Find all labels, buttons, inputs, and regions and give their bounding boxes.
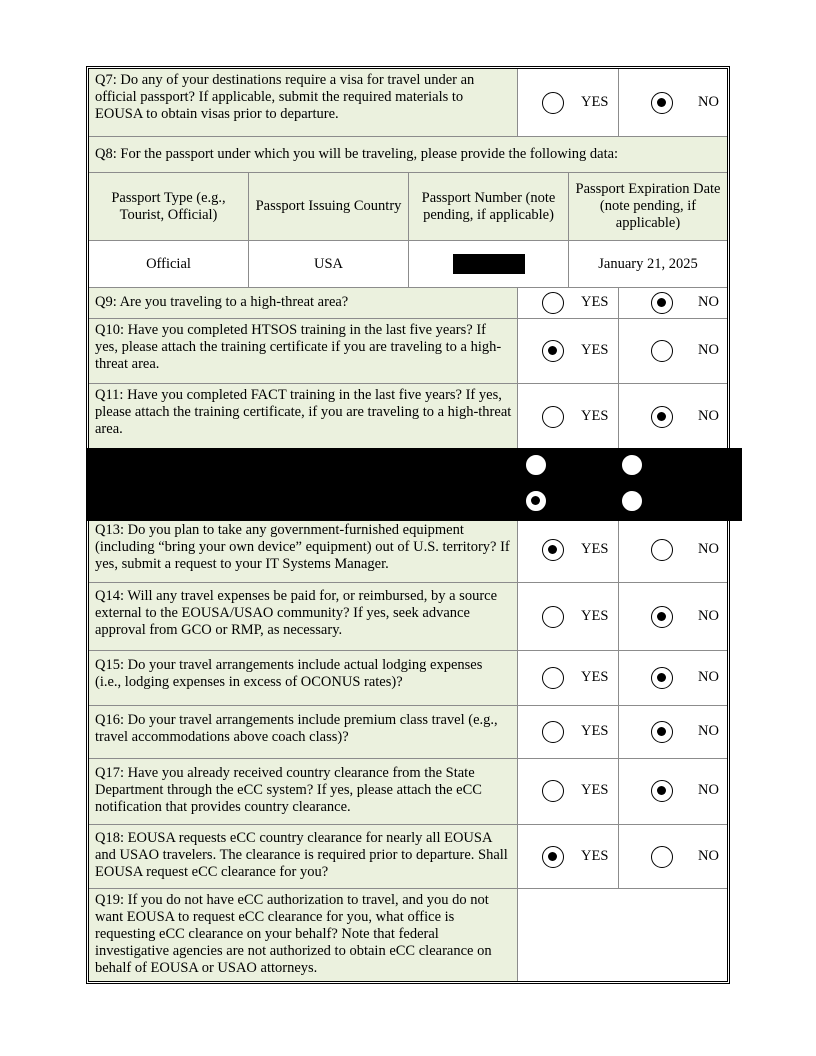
q9-no-option[interactable] (619, 288, 727, 319)
q18-no-label: NO (698, 848, 719, 864)
q17-no-option[interactable] (619, 759, 727, 825)
q9-question: Q9: Are you traveling to a high-threat area? (89, 288, 518, 319)
q7-yes-label: YES (581, 94, 609, 110)
q15-no-radio[interactable] (651, 667, 673, 689)
q11-no-radio[interactable] (651, 406, 673, 428)
q18-no-option[interactable] (619, 825, 727, 889)
q13-no-option[interactable] (619, 521, 727, 583)
q10-no-label: NO (698, 342, 719, 358)
q15-no-label: NO (698, 669, 719, 685)
q18-yes-radio[interactable] (542, 846, 564, 868)
q9-yes-radio[interactable] (542, 292, 564, 314)
q15-yes-radio[interactable] (542, 667, 564, 689)
q16-yes-radio[interactable] (542, 721, 564, 743)
q18-yes-option[interactable] (518, 825, 619, 889)
q13-no-radio[interactable] (651, 539, 673, 561)
q18-yes-label: YES (581, 848, 609, 864)
q10-no-radio[interactable] (651, 340, 673, 362)
q9-yes-option[interactable] (518, 288, 619, 319)
q16-no-option[interactable] (619, 706, 727, 759)
q17-yes-label: YES (581, 782, 609, 798)
q13-yes-label: YES (581, 541, 609, 557)
q8-passport-type-value: Official (89, 241, 249, 288)
q14-no-label: NO (698, 608, 719, 624)
q8-question: Q8: For the passport under which you will be traveling, please provide the following data: (89, 137, 727, 173)
q17-yes-option[interactable] (518, 759, 619, 825)
q12-sub-no-radio[interactable] (621, 490, 643, 512)
q8-header-issuing-country: Passport Issuing Country (249, 173, 409, 241)
q8-expiration-date-value: January 21, 2025 (569, 241, 727, 288)
q17-yes-radio[interactable] (542, 780, 564, 802)
q19-question: Q19: If you do not have eCC authorization to travel, and you do not want EOUSA to request eCC clearance for you, what office is requesting eCC clearance on your behalf? Note that federal investigative agencies are not authorized to obtain eCC clearance on behalf of EOUSA or USAO attorneys. (89, 889, 518, 981)
q19-answer-field[interactable] (518, 889, 727, 981)
q13-yes-option[interactable] (518, 521, 619, 583)
q13-question: Q13: Do you plan to take any government-furnished equipment (including “bring your own device” equipment) out of U.S. territory? If yes, submit a request to your IT Systems Manager. (89, 521, 518, 583)
q8-issuing-country-value: USA (249, 241, 409, 288)
q11-no-label: NO (698, 408, 719, 424)
q7-no-radio[interactable] (651, 92, 673, 114)
q14-no-radio[interactable] (651, 606, 673, 628)
q14-question: Q14: Will any travel expenses be paid for, or reimbursed, by a source external to the EOUSA/USAO community? If yes, seek advance approval from GCO or RMP, as necessary. (89, 583, 518, 651)
q17-no-label: NO (698, 782, 719, 798)
q18-question: Q18: EOUSA requests eCC country clearance for nearly all EOUSA and USAO travelers. The clearance is required prior to departure. Shall EOUSA request eCC clearance for you? (89, 825, 518, 889)
q16-question: Q16: Do your travel arrangements include premium class travel (e.g., travel accommodations above coach class)? (89, 706, 518, 759)
q15-no-option[interactable] (619, 651, 727, 706)
q15-yes-option[interactable] (518, 651, 619, 706)
q10-yes-option[interactable] (518, 319, 619, 384)
q12-yes-radio[interactable] (525, 454, 547, 476)
q16-no-radio[interactable] (651, 721, 673, 743)
q17-question: Q17: Have you already received country clearance from the State Department through the eCC system? If yes, please attach the eCC notification that provides country clearance. (89, 759, 518, 825)
q10-question: Q10: Have you completed HTSOS training in the last five years? If yes, please attach the training certificate if you are traveling to a high-threat area. (89, 319, 518, 384)
q14-yes-label: YES (581, 608, 609, 624)
q14-yes-radio[interactable] (542, 606, 564, 628)
q10-yes-label: YES (581, 342, 609, 358)
q15-question: Q15: Do your travel arrangements include actual lodging expenses (i.e., lodging expenses in excess of OCONUS rates)? (89, 651, 518, 706)
q12-redaction (86, 448, 742, 521)
q16-no-label: NO (698, 723, 719, 739)
q16-yes-option[interactable] (518, 706, 619, 759)
q7-question: Q7: Do any of your destinations require a visa for travel under an official passport? If applicable, submit the required materials to EOUSA to obtain visas prior to departure. (89, 69, 518, 137)
q7-yes-radio[interactable] (542, 92, 564, 114)
q14-no-option[interactable] (619, 583, 727, 651)
q7-no-option[interactable] (619, 69, 727, 137)
q14-yes-option[interactable] (518, 583, 619, 651)
q7-no-label: NO (698, 94, 719, 110)
q11-no-option[interactable] (619, 384, 727, 451)
travel-questionnaire-table (86, 66, 730, 984)
q9-no-radio[interactable] (651, 292, 673, 314)
q11-question: Q11: Have you completed FACT training in the last five years? If yes, please attach the training certificate, if you are traveling to a high-threat area. (89, 384, 518, 451)
q13-no-label: NO (698, 541, 719, 557)
q9-no-label: NO (698, 294, 719, 310)
passport-number-redaction (453, 254, 525, 274)
q11-yes-option[interactable] (518, 384, 619, 451)
q12-no-radio[interactable] (621, 454, 643, 476)
q8-header-passport-type: Passport Type (e.g., Tourist, Official) (89, 173, 249, 241)
q17-no-radio[interactable] (651, 780, 673, 802)
q11-yes-label: YES (581, 408, 609, 424)
q10-yes-radio[interactable] (542, 340, 564, 362)
q8-header-expiration-date: Passport Expiration Date (note pending, if applicable) (569, 173, 727, 241)
q12-sub-yes-radio[interactable] (525, 490, 547, 512)
q7-yes-option[interactable] (518, 69, 619, 137)
q8-header-passport-number: Passport Number (note pending, if applicable) (409, 173, 569, 241)
q13-yes-radio[interactable] (542, 539, 564, 561)
q11-yes-radio[interactable] (542, 406, 564, 428)
q16-yes-label: YES (581, 723, 609, 739)
q9-yes-label: YES (581, 294, 609, 310)
q10-no-option[interactable] (619, 319, 727, 384)
q15-yes-label: YES (581, 669, 609, 685)
q18-no-radio[interactable] (651, 846, 673, 868)
q8-passport-number-value (409, 241, 569, 288)
